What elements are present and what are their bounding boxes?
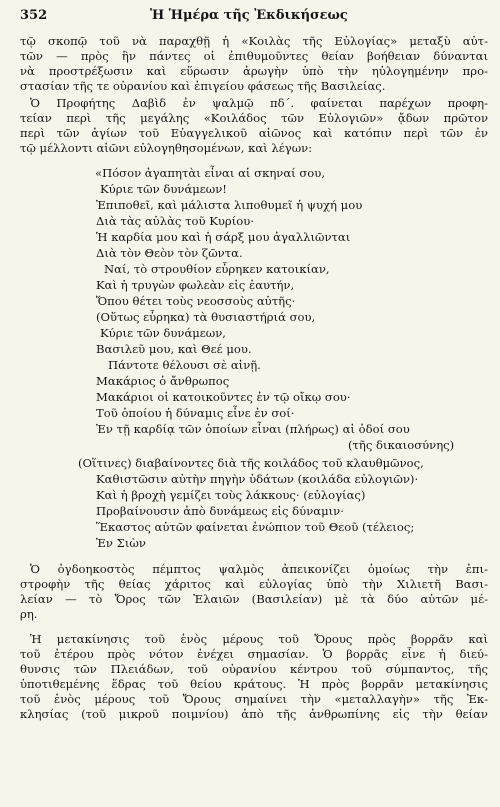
verse-line: (τῆς δικαιοσύνης) — [348, 438, 455, 452]
verse-line: Κύριε τῶν δυνάμεων, — [100, 326, 226, 340]
body-line: λείαν — τὸ Ὄρος τῶν Ἐλαιῶν (Βασιλείαν) μὲ τὰ δύο αὐτῶν μέ- — [20, 592, 488, 606]
body-line: τῷ σκοπῷ τοῦ νὰ παραχθῇ ἡ «Κοιλὰς τῆς Εὐλογίας» μεταξὺ αὐτ- — [20, 34, 488, 48]
page-header — [20, 8, 486, 28]
body-line: κλησίας (τοῦ μικροῦ ποιμνίου) ἀπὸ τῆς ἀνθρωπίνης εἰς τὴν θείαν — [20, 707, 488, 721]
verse-line: Καὶ ἡ τρυγὼν φωλεὰν εἰς ἑαυτήν, — [96, 278, 295, 292]
body-line: περὶ τῶν ἁγίων τοῦ Εὐαγγελικοῦ αἰῶνος καὶ κατόπιν περὶ τῶν ἐν — [20, 126, 488, 140]
verse-line: Ἕκαστος αὐτῶν φαίνεται ἐνώπιον τοῦ Θεοῦ (τέλειος; — [96, 520, 415, 534]
verse-line: Καθιστῶσιν αὐτὴν πηγὴν ὑδάτων (κοιλάδα εὐλογιῶν)· — [96, 472, 419, 486]
body-line: θυνσις τῶν Πλειάδων, τοῦ οὐρανίου κέντρου τοῦ σύμπαντος, τῆς — [20, 662, 488, 676]
body-line: στασίαν τῆς τε οὐρανίου καὶ ἐπιγείου φάσεως τῆς Βασιλείας. — [20, 79, 386, 93]
body-line: τῶν — πρὸς ἣν πάντες οἱ ἐπιθυμοῦντες θείαν βοήθειαν δύνανται — [20, 49, 488, 63]
verse-line: (Οὕτως εὗρηκα) τὰ θυσιαστήριά σου, — [96, 310, 316, 324]
verse-line: (Οἵτινες) διαβαίνοντες διὰ τῆς κοιλάδος τοῦ κλαυθμῶνος, — [78, 456, 424, 470]
verse-line: Διὰ τὰς αὐλὰς τοῦ Κυρίου· — [96, 214, 254, 228]
running-title: Ἡ Ἡμέρα τῆς Ἐκδικήσεως — [150, 8, 348, 23]
body-line: τείαν περὶ τῆς μεγάλης «Κοιλάδος τῶν Εὐλογιῶν» ᾄδων πρῶτον — [20, 111, 488, 125]
body-line: τῷ μέλλοντι αἰῶνι εὐλογηθησομένων, καὶ λέγων: — [20, 141, 313, 155]
verse-line: Πάντοτε θέλουσι σὲ αἰνῇ. — [108, 358, 261, 372]
body-line: Ὁ Προφήτης Δαβὶδ ἐν ψαλμῷ πδ΄. φαίνεται παρέχων προφη- — [30, 96, 488, 110]
verse-line: Βασιλεῦ μου, καὶ Θεέ μου. — [96, 342, 252, 356]
verse-line: Ἐν τῇ καρδίᾳ τῶν ὁποίων εἶναι (πλήρως) αἱ ὁδοί σου — [96, 422, 410, 436]
body-line: στροφὴν τῆς θείας χάριτος καὶ εὐλογίας ὑπὸ τὴν Χιλιετῆ Βασι- — [20, 577, 488, 591]
verse-line: Καὶ ἡ βροχὴ γεμίζει τοὺς λάκκους· (εὐλογίας) — [96, 488, 366, 502]
verse-line: Κύριε τῶν δυνάμεων! — [100, 182, 227, 196]
verse-line: Ὅπου θέτει τοὺς νεοσσοὺς αὐτῆς· — [96, 294, 296, 308]
verse-line: Τοῦ ὁποίου ἡ δύναμις εἶνε ἐν σοί· — [96, 406, 295, 420]
verse-line: Μακάριος ὁ ἄνθρωπος — [96, 374, 230, 388]
body-line: ρη. — [20, 607, 38, 621]
verse-line: Μακάριοι οἱ κατοικοῦντες ἐν τῷ οἴκῳ σου· — [96, 390, 351, 404]
verse-line: Ἡ καρδία μου καὶ ἡ σάρξ μου ἀγαλλιῶνται — [96, 230, 351, 244]
body-line: ὑποτιθεμένης ἕδρας τοῦ θείου κράτους. Ἡ πρὸς βορρᾶν μετακίνησις — [20, 677, 488, 691]
verse-line: Ἐπιποθεῖ, καὶ μάλιστα λιποθυμεῖ ἡ ψυχή μου — [96, 198, 363, 212]
body-line: τοῦ ἑνὸς μέρους τοῦ Ὄρους σημαίνει τὴν «μεταλλαγὴν» τῆς Ἐκ- — [20, 692, 488, 706]
verse-line: «Πόσον ἀγαπητὰι εἶναι αἱ σκηναί σου, — [95, 166, 326, 180]
body-line: τοῦ ἑτέρου πρὸς νότον ἐνέχει σημασίαν. Ὁ βορρᾶς εἶνε ἡ διεύ- — [20, 647, 488, 661]
body-line: Ὁ ὀγδοηκοστὸς πέμπτος ψαλμὸς ἀπεικονίζει ὁμοίως τὴν ἐπι- — [30, 562, 488, 576]
verse-line: Ἐν Σιὼν — [96, 536, 146, 550]
verse-line: Προβαίνουσιν ἀπὸ δυνάμεως εἰς δύναμιν· — [96, 504, 344, 518]
verse-line: Διὰ τὸν Θεὸν τὸν ζῶντα. — [96, 246, 243, 260]
page-number: 352 — [20, 8, 48, 23]
body-line: Ἡ μετακίνησις τοῦ ἑνὸς μέρους τοῦ Ὄρους πρὸς βορρᾶν καὶ — [30, 632, 488, 646]
body-line: νὰ προστρέξωσιν καὶ εὕρωσιν ἀρωγὴν ὑπὸ τὴν ηὐλογημένην προ- — [20, 64, 488, 78]
verse-line: Ναί, τὸ στρουθίον εὗρηκεν κατοικίαν, — [104, 262, 330, 276]
